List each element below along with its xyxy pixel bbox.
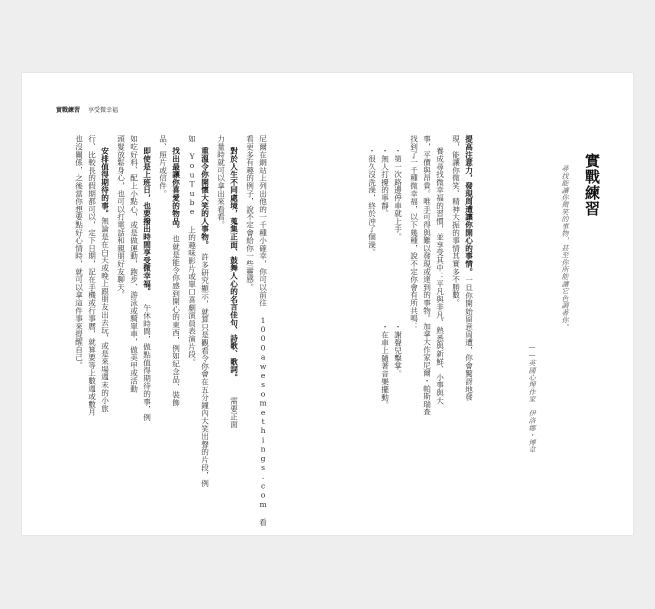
body-text-line: 看更多有趣的例子，說不定會給你一些靈感。 <box>245 135 255 291</box>
body-text-line: 需要正面 <box>229 397 239 429</box>
body-text-line: 找到了一千種微幸福，以下幾種，說不定你會有所共鳴： <box>409 135 419 330</box>
body-text-line: 現，能讓你微笑、精神大振的事情其實多不勝數。 <box>451 135 461 307</box>
body-heading-line: 安排值得期待的事。 <box>100 147 110 218</box>
body-text-line: 如吃好料、配上小點心，或是做運動，跑步、游泳或騎單車，做美甲或活動 <box>129 135 139 393</box>
body-text-line: 事，平價與昂貴。唯手可得與難以發現或達到的事物。加拿大作家尼爾・帕斯瑞查 <box>422 135 432 416</box>
body-text-line: 行、比較長的假期都可以，定下日期，記在手機或行事曆，就算要等上數週或數月 <box>87 135 97 416</box>
header-book-title: 實戰練習 <box>56 107 81 114</box>
body-text-line: 一旦你開始留意周遭，你會驚訝地發 <box>464 276 474 401</box>
body-text-line: ・第一次路邊停車就上手。 <box>393 147 403 241</box>
body-text-line: 力量時就可以拿出來看看。 <box>216 135 226 229</box>
body-text-line: 品、照片或信件。 <box>158 135 168 198</box>
section-title: 實戰練習 <box>583 153 601 217</box>
epigraph-quote: 尋找能讓你微笑的事物，甚至你所能讓它色調著你。 <box>561 165 569 331</box>
header-chapter: 享受微幸福 <box>87 107 118 114</box>
body-heading-line: 提高注意力，發現周遭讓你開心的事情。 <box>464 135 474 276</box>
body-text-line: 養成尋找微幸福的習慣，並享受其中：平凡與非凡、熟悉與新鮮、小事與大 <box>435 147 445 405</box>
book-page <box>22 73 633 535</box>
body-text-line: 尼爾在網站上列出他的一千種小確幸，你可以前往 1000awesomethings.com 看 <box>258 135 268 526</box>
body-heading-line: 重溫令你開懷大笑的人事物。 <box>200 147 210 249</box>
body-text-line: ・謝聲兒擊掌。 <box>393 323 403 378</box>
body-heading-line: 即使是上班日，也要撥出時間享受微幸福。 <box>142 147 152 296</box>
body-text-line: 無論是在白天或晚上跟朋友出去玩，或是來場週末的小旅 <box>100 217 110 412</box>
page-header <box>56 105 118 114</box>
body-text-line: 許多研究顯示，就算只是觀看令你會在五分鐘內大笑出聲的片段，例 <box>200 253 210 487</box>
body-text-line: ・在車上隨著音樂擺動。 <box>380 323 390 409</box>
body-text-line: 頭髮放鬆身心，也可以打電話和親朋好友聊天。 <box>116 135 126 299</box>
body-text-line: ・無人打擾的寧靜。 <box>380 147 390 218</box>
epigraph-attribution: ——英國心理作家 伊洛娜・博韋 <box>528 343 536 453</box>
body-heading-line: 找出最讓你喜愛的物品。 <box>171 147 181 233</box>
body-text-line: 也就是能令你感到開心的東西，例如紀念品、裝飾 <box>171 235 181 407</box>
body-text-line: 如 YouTube 上的趣味影片或單口喜劇演員表演片段。 <box>187 135 197 366</box>
body-text-line: ・很久沒洗澡，終於沖了個澡。 <box>367 147 377 257</box>
body-heading-line: 對於人生不同處境，蒐集正面、鼓舞人心的名言佳句、詩歌、歌詞。 <box>229 147 239 381</box>
body-text-line: 也沒關係，之後當你想要點好心情時，就可以拿這件事來提醒自己。 <box>74 135 84 369</box>
body-text-line: 午休時間，做點值得期待的事，例 <box>142 304 152 421</box>
